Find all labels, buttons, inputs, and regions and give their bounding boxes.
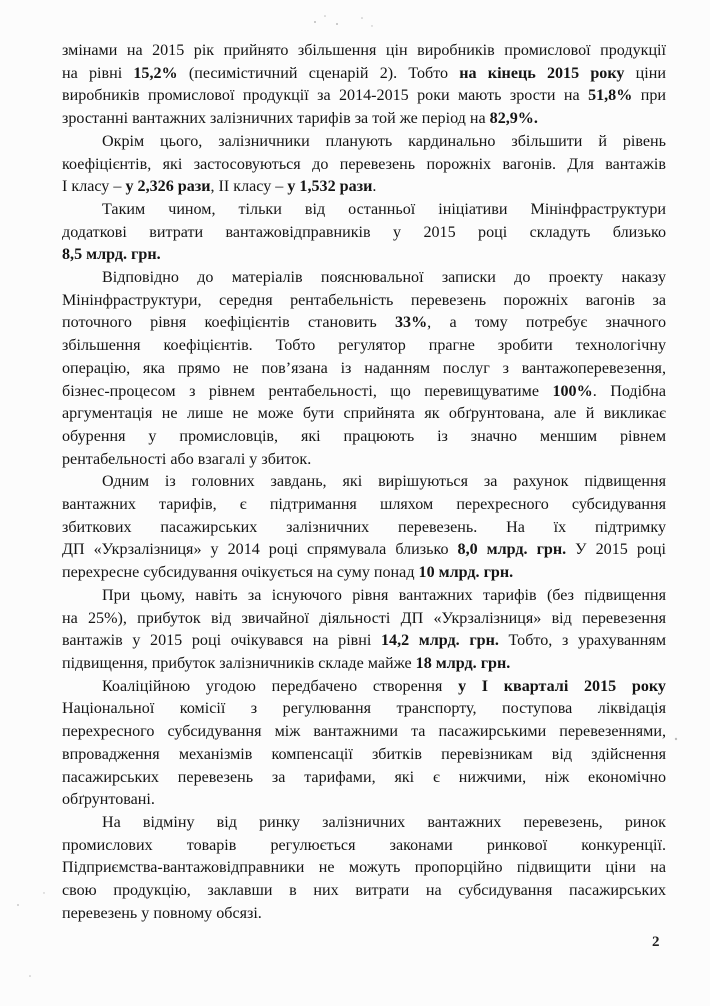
text-span: коефіцієнтів, які застосовуються до перевезень порожніх вагонів. Для вантажів <box>62 155 666 173</box>
bold-text: 33% <box>394 314 428 332</box>
paragraph-first-line <box>62 131 666 154</box>
text-line <box>62 176 666 199</box>
text-span: виробників промислової продукції за 2014-2015 роки мають зрости на <box>62 87 589 105</box>
text-span: впровадження механізмів компенсації збитків перевізникам від здійснення <box>62 745 666 763</box>
text-line <box>62 517 666 540</box>
text-span: при <box>632 87 667 105</box>
text-span: перехресного субсидування між вантажними та пасажирськими перевезеннями, <box>62 723 666 741</box>
text-line <box>62 449 666 472</box>
text-line <box>62 744 666 767</box>
text-span: вантажних тарифів, є підтримання шляхом перехресного субсидування <box>62 496 666 514</box>
text-line <box>62 244 666 267</box>
text-span: І класу – <box>62 178 126 196</box>
text-line <box>62 403 666 426</box>
text-span: Мінінфраструктури, середня рентабельність перевезень порожніх вагонів за <box>62 291 666 309</box>
text-span: Тобто, з урахуванням <box>498 632 666 650</box>
text-span: на рівні <box>62 64 134 82</box>
text-span: рентабельності або взагалі у збиток. <box>62 450 312 468</box>
bold-text: 15,2% <box>133 64 178 82</box>
bold-text: 14,2 млрд. грн. <box>381 632 499 650</box>
text-line <box>62 653 666 676</box>
text-span: Підприємства-вантажовідправники не можуть пропорційно підвищити ціни на <box>62 859 666 877</box>
paragraph-first-line <box>62 267 666 290</box>
text-span: на 25%), прибуток від звичайної діяльності ДП «Укрзалізниця» від перевезення <box>62 609 666 627</box>
text-line <box>62 698 666 721</box>
text-line <box>62 108 666 131</box>
bold-text: на кінець 2015 року <box>459 64 625 82</box>
text-span: підвищення, прибуток залізничників складе майже <box>62 654 416 672</box>
bold-text: 10 млрд. грн. <box>418 564 514 582</box>
text-span: У 2015 році <box>566 541 666 559</box>
bold-text: 8,0 млрд. грн. <box>457 541 567 559</box>
text-span: бізнес-процесом з рівнем рентабельності, що перевищуватиме <box>62 382 553 400</box>
text-line <box>62 63 666 86</box>
text-span: Одним із головних завдань, які вирішуються за рахунок підвищення <box>102 473 666 491</box>
paragraph-first-line <box>62 676 666 699</box>
text-span: На відміну від ринку залізничних вантажних перевезень, ринок <box>102 813 666 831</box>
text-span: Національної комісії з регулювання транспорту, поступова ліквідація <box>62 700 666 718</box>
paragraph-first-line <box>62 471 666 494</box>
text-line <box>62 494 666 517</box>
text-line <box>62 903 666 926</box>
bold-text: 18 млрд. грн. <box>415 654 511 672</box>
text-line <box>62 789 666 812</box>
text-line <box>62 562 666 585</box>
text-line <box>62 767 666 790</box>
text-span: пасажирських перевезень за тарифами, які є нижчими, ніж економічно <box>62 768 666 786</box>
text-line <box>62 154 666 177</box>
text-span: обурення у промисловців, які працюють із значно меншим рівнем <box>62 427 666 445</box>
bold-text: у 2,326 рази <box>125 178 211 196</box>
text-span: , а тому потребує значного <box>427 314 666 332</box>
text-span: Коаліційною угодою передбачено створення <box>102 677 459 695</box>
text-span: перехресне субсидування очікується на суму понад <box>62 564 419 582</box>
text-line <box>62 835 666 858</box>
text-span: додаткові витрати вантажовідправників у 2015 році складуть близько <box>62 223 666 241</box>
bold-text: 82,9%. <box>489 110 538 128</box>
text-line <box>62 290 666 313</box>
text-span: ДП «Укрзалізниця» у 2014 році спрямувала близько <box>62 541 458 559</box>
paragraph-first-line <box>62 812 666 835</box>
bold-text: 100% <box>552 382 593 400</box>
page-number: 2 <box>652 934 660 950</box>
paragraph-first-line <box>62 585 666 608</box>
text-span: обґрунтовані. <box>62 791 155 809</box>
text-span: поточного рівня коефіцієнтів становить <box>62 314 395 332</box>
text-line <box>62 222 666 245</box>
text-span: Відповідно до матеріалів пояснювальної записки до проекту наказу <box>102 269 666 287</box>
text-line <box>62 880 666 903</box>
bold-text: 51,8% <box>588 87 633 105</box>
text-span: . Подібна <box>592 382 667 400</box>
text-span: промислових товарів регулюється законами ринкової конкуренції. <box>62 836 666 854</box>
text-line <box>62 312 666 335</box>
text-span: , ІІ класу – <box>210 178 288 196</box>
text-line <box>62 85 666 108</box>
text-span: Окрім цього, залізничники планують кардинально збільшити й рівень <box>102 132 666 150</box>
text-span: збільшення коефіцієнтів. Тобто регулятор прагне зробити технологічну <box>62 337 666 355</box>
text-span: свою продукцію, заклавши в них витрати на субсидування пасажирських <box>62 882 666 900</box>
text-line <box>62 857 666 880</box>
bold-text: 8,5 млрд. грн. <box>62 246 161 264</box>
text-span: . <box>372 178 377 196</box>
text-span: аргументація не лише не може бути сприйнята як обґрунтована, але й викликає <box>62 405 666 423</box>
text-span: Таким чином, тільки від останньої ініціативи Мінінфраструктури <box>102 200 666 218</box>
text-line <box>62 381 666 404</box>
text-line <box>62 358 666 381</box>
text-line <box>62 40 666 63</box>
text-span: збиткових пасажирських залізничних перевезень. На їх підтримку <box>62 518 666 536</box>
text-line <box>62 335 666 358</box>
body-text <box>62 40 666 925</box>
text-line <box>62 539 666 562</box>
text-span: операцію, яка прямо не пов’язана із наданням послуг з вантажоперевезення, <box>62 359 666 377</box>
bold-text: у 1,532 рази <box>287 178 373 196</box>
text-line <box>62 426 666 449</box>
text-span: При цьому, навіть за існуючого рівня вантажних тарифів (без підвищення <box>102 586 666 604</box>
text-span: змінами на 2015 рік прийнято збільшення цін виробників промислової продукції <box>62 42 666 59</box>
text-span: перевезень у повному обсязі. <box>62 904 262 922</box>
paragraph-first-line <box>62 199 666 222</box>
text-span: ціни <box>624 64 666 82</box>
text-span: вантажів у 2015 році очікувався на рівні <box>62 632 381 650</box>
text-line <box>62 630 666 653</box>
text-line <box>62 721 666 744</box>
bold-text: у І кварталі 2015 року <box>458 677 666 695</box>
text-line <box>62 608 666 631</box>
text-span: (песимістичний сценарій 2). Тобто <box>177 64 460 82</box>
text-span: зростанні вантажних залізничних тарифів за той же період на <box>62 110 490 128</box>
